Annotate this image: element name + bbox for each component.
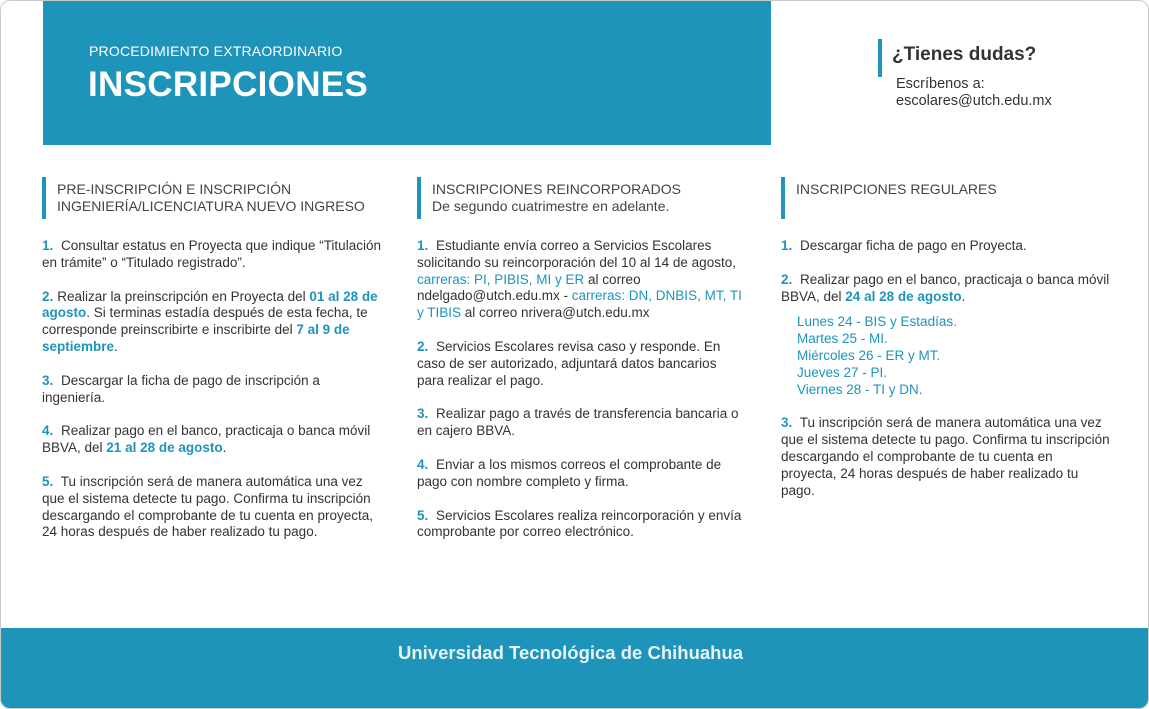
step-text: Servicios Escolares realiza reincorporación y envía comprobante por correo electrónico. <box>417 507 742 540</box>
step-text: Consultar estatus en Proyecta que indique “Titulación en trámite” o “Titulado registrado”. <box>42 238 381 270</box>
step-number: 3. <box>781 415 793 431</box>
header-kicker: PROCEDIMIENTO EXTRAORDINARIO <box>89 43 343 59</box>
step-text: Enviar a los mismos correos el comprobante de pago con nombre completo y firma. <box>417 456 722 489</box>
column-heading <box>781 177 1111 219</box>
column-reincorporados <box>417 177 747 558</box>
step-item <box>417 238 747 322</box>
step-text: Realizar la preinscripción en Proyecta del <box>57 288 310 304</box>
schedule-day: Miércoles 26 - ER y MT. <box>797 348 941 364</box>
university-name: Universidad Tecnológica de Chihuahua <box>398 642 744 663</box>
step-item <box>42 238 382 272</box>
step-number: 5. <box>417 507 429 523</box>
column-subtitle: INGENIERÍA/LICENCIATURA NUEVO INGRESO <box>57 198 365 214</box>
step-item <box>42 373 382 407</box>
step-number: 4. <box>42 423 54 439</box>
schedule-list <box>797 313 1111 398</box>
step-item <box>417 508 747 542</box>
step-number: 1. <box>42 238 54 253</box>
steps-list <box>42 238 382 541</box>
contact-question: ¿Tienes dudas? <box>892 44 1037 65</box>
careers-highlight: carreras: PI, PIBIS, MI y ER <box>417 271 585 287</box>
step-number: 2. <box>417 338 429 354</box>
header-banner <box>43 1 771 145</box>
step-text: Servicios Escolares revisa caso y responde. En caso de ser autorizado, adjuntará datos bancarios para realizar el pago. <box>417 338 721 388</box>
step-number: 3. <box>417 406 429 422</box>
step-number: 3. <box>42 372 54 388</box>
step-item <box>417 339 747 389</box>
step-text: . <box>961 288 966 304</box>
step-text: . Si terminas estadía después de esta fecha, te corresponde preinscribirte e inscribirte del <box>42 305 368 338</box>
schedule-day: Jueves 27 - PI. <box>797 365 888 381</box>
schedule-day: Viernes 28 - TI y DN. <box>797 382 923 398</box>
careers-highlight: carreras: DN, DNBIS, MT, TI y TIBIS <box>417 288 742 321</box>
step-number: 2. <box>781 271 793 287</box>
column-regulares <box>781 177 1111 516</box>
step-item <box>417 406 747 440</box>
column-subtitle: De segundo cuatrimestre en adelante. <box>432 198 670 214</box>
schedule-day: Martes 25 - MI. <box>797 331 888 347</box>
step-text: Realizar pago a través de transferencia bancaria o en cajero BBVA. <box>417 406 739 439</box>
column-title: INSCRIPCIONES REGULARES <box>796 181 997 197</box>
step-item <box>417 457 747 491</box>
steps-list <box>781 238 1111 499</box>
step-text: Tu inscripción será de manera automática una vez que el sistema detecte tu pago. Confirma tu inscripción descargando el comprobante de tu cuenta en proyecta, 24 horas después de haber realizado tu pago. <box>781 415 1110 498</box>
date-highlight: 21 al 28 de agosto <box>106 440 223 456</box>
step-text: Tu inscripción será de manera automática una vez que el sistema detecte tu pago. Confirma tu inscripción descargando el comprobante de tu cuenta en proyecta, 24 horas después de haber realizado tu pago. <box>42 473 373 540</box>
step-number: 5. <box>42 473 54 489</box>
contact-email[interactable]: escolares@utch.edu.mx <box>896 93 1052 109</box>
step-text: Estudiante envía correo a Servicios Escolares solicitando su reincorporación del 10 al 14 de agosto, <box>417 238 736 270</box>
date-highlight: 01 al 28 de agosto <box>42 288 378 321</box>
step-number: 2. <box>42 288 54 304</box>
date-highlight: 7 al 9 de septiembre <box>42 322 350 354</box>
step-text: Descargar la ficha de pago de inscripción a ingeniería. <box>42 372 320 405</box>
step-text: Realizar pago en el banco, practicaja o banca móvil BBVA, del <box>781 271 1110 304</box>
column-title: INSCRIPCIONES REINCORPORADOS <box>432 181 681 197</box>
contact-line: Escríbenos a: <box>896 76 985 92</box>
step-item <box>42 474 382 541</box>
step-number: 1. <box>781 238 793 253</box>
step-text: . <box>222 440 227 456</box>
step-item <box>42 289 382 356</box>
page-title: INSCRIPCIONES <box>88 65 369 104</box>
footer-bar <box>1 628 1148 709</box>
step-item <box>781 272 1111 306</box>
column-nuevo-ingreso <box>42 177 382 558</box>
contact-box <box>878 39 1052 109</box>
column-title: PRE-INSCRIPCIÓN E INSCRIPCIÓN <box>57 181 292 197</box>
step-item <box>781 238 1111 255</box>
schedule-day: Lunes 24 - BIS y Estadías. <box>797 314 957 330</box>
steps-list <box>417 238 747 541</box>
step-number: 4. <box>417 456 429 472</box>
column-heading <box>417 177 747 219</box>
step-number: 1. <box>417 238 429 253</box>
column-heading <box>42 177 382 219</box>
step-text: Realizar pago en el banco, practicaja o banca móvil BBVA, del <box>42 423 371 456</box>
step-text: . <box>114 338 118 354</box>
step-item <box>781 415 1111 499</box>
date-highlight: 24 al 28 de agosto <box>845 288 962 304</box>
step-text: al correo nrivera@utch.edu.mx <box>461 305 650 321</box>
step-text: Descargar ficha de pago en Proyecta. <box>800 238 1027 253</box>
step-item <box>42 423 382 457</box>
step-text: al correo ndelgado@utch.edu.mx - <box>417 271 641 304</box>
